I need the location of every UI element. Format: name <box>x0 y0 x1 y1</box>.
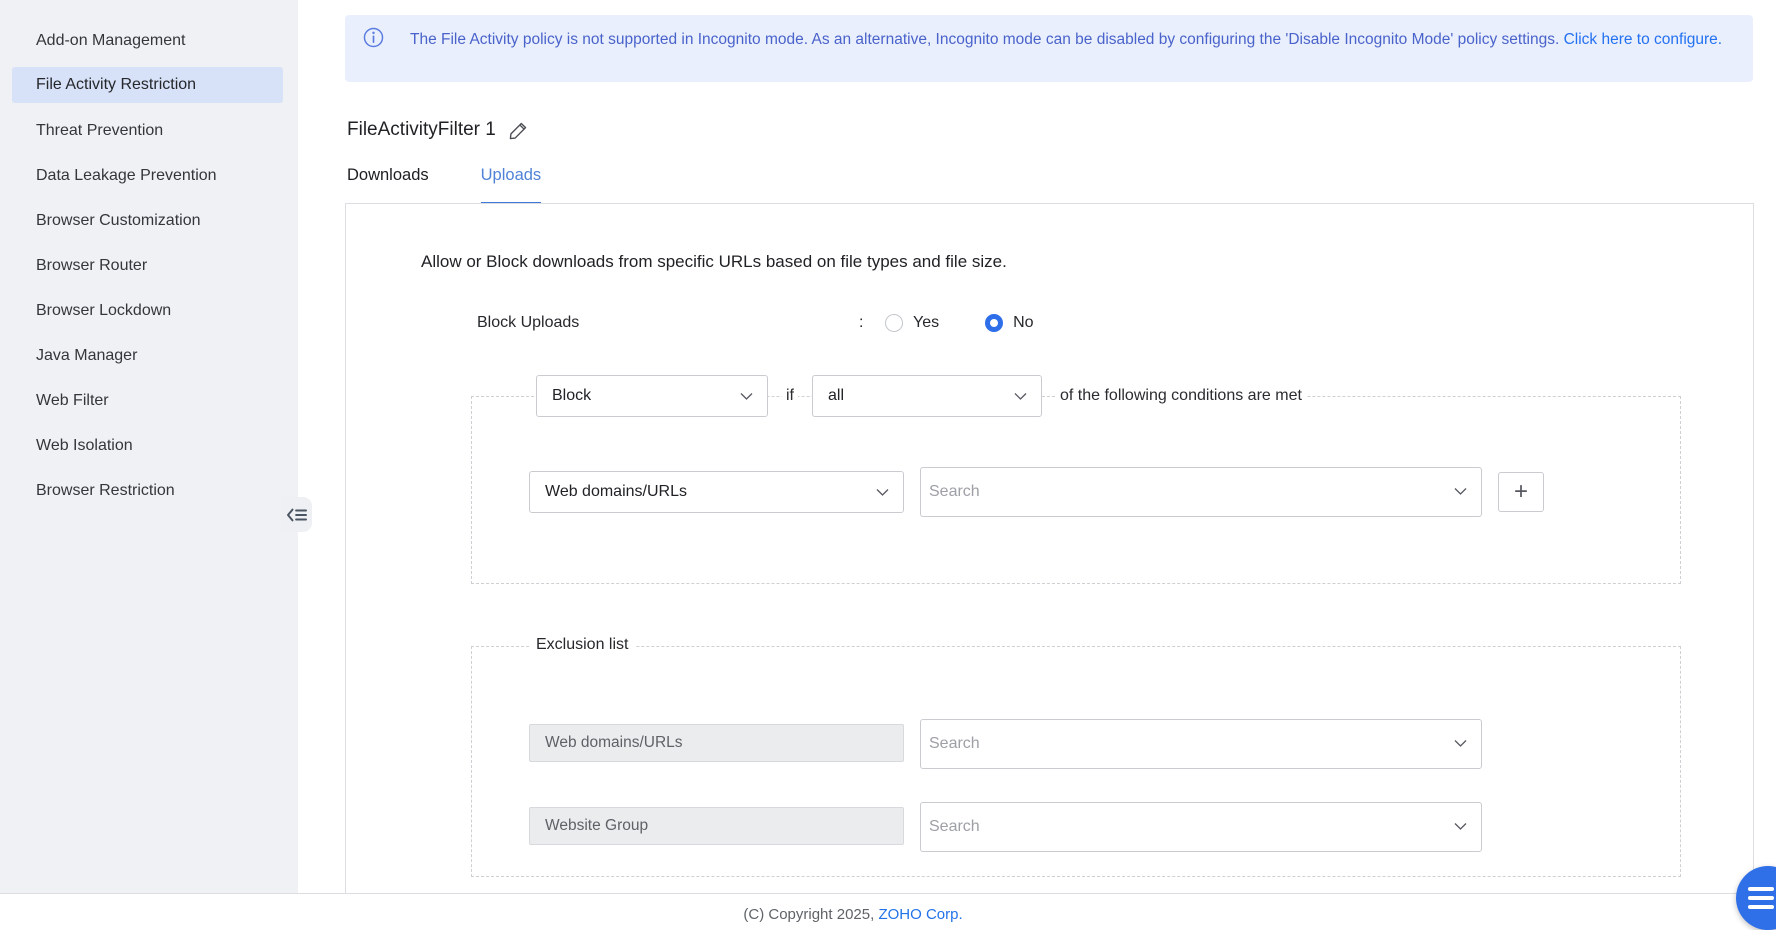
chevron-down-icon[interactable] <box>1454 483 1467 501</box>
chevron-down-icon[interactable] <box>1454 818 1467 836</box>
uploads-settings-panel <box>345 203 1754 893</box>
section-description: Allow or Block downloads from specific URLs based on file types and file size. <box>421 252 1007 271</box>
hamburger-menu-icon <box>1748 896 1774 900</box>
exclusion-search-input-website-group[interactable] <box>929 818 1454 836</box>
exclusion-field-web-domains <box>529 724 904 762</box>
sidebar-item-threat-prevention[interactable]: Threat Prevention <box>36 121 164 139</box>
sidebar-collapse-button[interactable] <box>281 497 312 532</box>
exclusion-list-legend: Exclusion list <box>529 636 635 654</box>
sidebar-nav <box>0 0 298 513</box>
radio-option-no[interactable] <box>985 314 1033 332</box>
sidebar-item-web-isolation[interactable]: Web Isolation <box>36 436 133 454</box>
block-uploads-label: Block Uploads <box>477 314 580 331</box>
plus-icon: + <box>1513 478 1528 505</box>
action-select-value: Block <box>552 387 592 404</box>
chevron-down-icon <box>740 392 753 401</box>
action-select[interactable] <box>536 375 768 417</box>
sidebar-item-browser-customization[interactable]: Browser Customization <box>36 211 201 229</box>
condition-search-combobox[interactable] <box>920 467 1482 517</box>
footer-copyright <box>743 906 962 923</box>
condition-type-value: Web domains/URLs <box>545 483 687 500</box>
exclusion-search-combobox-web-domains[interactable] <box>920 719 1482 769</box>
match-select[interactable] <box>812 375 1042 417</box>
block-uploads-separator: : <box>859 314 864 331</box>
sidebar <box>0 0 298 893</box>
banner-text: The File Activity policy is not supported in Incognito mode. As an alternative, Incognito mode can be disabled by configuring the 'Disable Incognito Mode' policy settings. <box>410 31 1560 48</box>
sidebar-item-data-leakage-prevention[interactable]: Data Leakage Prevention <box>36 166 217 184</box>
sidebar-item-browser-restriction[interactable]: Browser Restriction <box>36 481 175 499</box>
policy-title-row <box>347 119 529 141</box>
page-title: FileActivityFilter 1 <box>347 119 496 140</box>
chevron-down-icon[interactable] <box>1454 735 1467 753</box>
copyright-text: (C) Copyright 2025, <box>743 906 875 923</box>
exclusion-row-web-domains <box>529 719 1482 769</box>
sidebar-item-web-filter[interactable]: Web Filter <box>36 391 109 409</box>
tab-downloads[interactable]: Downloads <box>347 166 429 184</box>
sidebar-item-browser-router[interactable]: Browser Router <box>36 256 148 274</box>
edit-title-pencil-icon[interactable] <box>508 120 529 141</box>
tab-uploads[interactable]: Uploads <box>481 166 542 205</box>
block-uploads-radio-group <box>885 314 1034 332</box>
chevron-down-icon <box>876 488 889 497</box>
sidebar-item-file-activity-restriction[interactable]: File Activity Restriction <box>12 67 283 103</box>
collapse-sidebar-icon <box>286 506 308 524</box>
footer-divider <box>0 893 1776 894</box>
incognito-info-banner <box>345 15 1753 82</box>
radio-no-label: No <box>1013 314 1034 331</box>
hamburger-menu-icon <box>1748 887 1774 891</box>
exclusion-search-input-web-domains[interactable] <box>929 735 1454 753</box>
block-uploads-row <box>477 314 1577 332</box>
info-icon <box>363 27 384 56</box>
chevron-down-icon <box>1014 392 1027 401</box>
add-condition-button[interactable] <box>1498 472 1544 512</box>
sidebar-item-java-manager[interactable]: Java Manager <box>36 346 138 364</box>
radio-option-yes[interactable] <box>885 314 939 332</box>
exclusion-search-combobox-website-group[interactable] <box>920 802 1482 852</box>
exclusion-row-website-group <box>529 802 1482 852</box>
sidebar-item-addon-management[interactable]: Add-on Management <box>36 31 186 49</box>
policy-tabs <box>347 166 541 205</box>
match-select-value: all <box>828 387 845 404</box>
exclusion-field-website-group <box>529 807 904 845</box>
radio-no-circle-icon[interactable] <box>985 314 1003 332</box>
banner-configure-link[interactable]: Click here to configure. <box>1563 31 1723 48</box>
radio-yes-circle-icon[interactable] <box>885 314 903 332</box>
sidebar-item-browser-lockdown[interactable]: Browser Lockdown <box>36 301 172 319</box>
condition-search-input[interactable] <box>929 483 1454 501</box>
hamburger-menu-icon <box>1748 905 1774 909</box>
if-label: if <box>782 387 798 405</box>
rule-definition-row <box>536 375 1306 417</box>
conditions-met-label: of the following conditions are met <box>1056 387 1306 405</box>
zoho-corp-link[interactable]: ZOHO Corp. <box>878 906 963 923</box>
condition-row <box>529 467 1544 517</box>
condition-type-select[interactable] <box>529 471 904 513</box>
radio-yes-label: Yes <box>913 314 940 331</box>
